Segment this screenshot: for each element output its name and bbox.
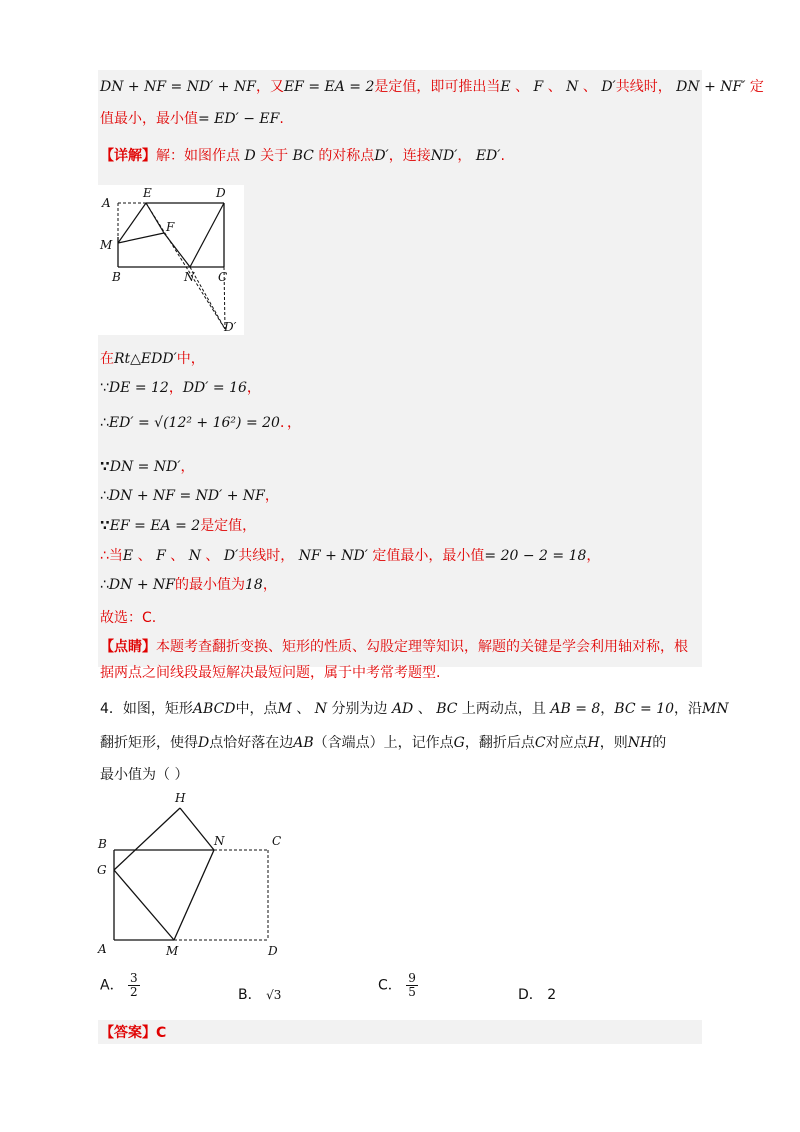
solution-line-1: DN + NF = ND′ + NF，又EF = EA = 2是定值，即可推出当E 、 F 、 N 、 D′共线时， DN + NF′ 定 (100, 79, 764, 95)
label-N: N (214, 834, 225, 848)
label-M: M (166, 944, 179, 958)
label-B: B (112, 270, 121, 284)
comment-line-1: 【点睛】本题考查翻折变换、矩形的性质、勾股定理等知识，解题的关键是学会利用轴对称，根 (100, 639, 688, 655)
label-C: C (272, 834, 282, 848)
label-B: B (98, 837, 107, 851)
question-line-1: 4．如图，矩形ABCD中，点M 、 N 分别为边 AD 、 BC 上两动点，且 AB = 8，BC = 10，沿MN (100, 701, 729, 717)
option-b[interactable]: B． √3 (238, 987, 282, 1003)
equation: DN + NF = ND′ + NF (100, 79, 256, 95)
segment-GH (114, 808, 180, 870)
segment-GM (114, 870, 174, 940)
comment-line-2: 据两点之间线段最短解决最短问题，属于中考常考题型. (100, 665, 441, 681)
option-d[interactable]: D． 2 (518, 987, 557, 1003)
solution-line-2: 值最小，最小值= ED′ − EF. (100, 111, 284, 127)
choice-line: 故选：C. (100, 610, 157, 626)
step-3: ∴ED′ = √(12² + 16²) = 20．， (100, 415, 301, 431)
label-D: D (268, 944, 278, 958)
label-E: E (143, 186, 152, 200)
label-H: H (175, 791, 186, 805)
answer-value: C (156, 1025, 167, 1041)
segment-HN (180, 808, 214, 850)
segment-MN (174, 850, 214, 940)
label-M: M (100, 238, 113, 252)
figure-2-folded-rectangle (92, 790, 292, 960)
fraction-9-5: $\frac{9}{5}$ (408, 971, 416, 999)
detail-tag: 【详解】 (100, 148, 156, 164)
question-line-2: 翻折矩形，使得D点恰好落在边AB（含端点）上，记作点G，翻折后点C对应点H，则NH的 (100, 735, 667, 751)
comment-tag: 【点睛】 (100, 639, 156, 655)
label-D-prime: D′ (224, 320, 237, 334)
label-A: A (102, 196, 111, 210)
answer-tag: 【答案】 (100, 1025, 156, 1041)
label-N: N (184, 270, 195, 284)
label-G: G (97, 863, 107, 877)
label-F: F (166, 220, 175, 234)
figure-1-rectangle-reflection (98, 185, 244, 335)
question-line-3: 最小值为（ ） (100, 767, 189, 783)
label-C: C (218, 270, 228, 284)
option-c[interactable]: C． $\frac{9}{5}$ (378, 971, 416, 999)
fraction-3-2: $\frac{3}{2}$ (130, 971, 138, 999)
step-6: ∵EF = EA = 2是定值， (100, 518, 257, 534)
step-2: ∵DE = 12，DD′ = 16， (100, 380, 261, 396)
step-1: 在Rt△EDD′中， (100, 351, 205, 367)
answer-line (100, 1022, 166, 1044)
detail-line: 【详解】解：如图作点 D 关于 BC 的对称点D′，连接ND′， ED′. (100, 148, 505, 164)
answer-background (98, 1020, 702, 1044)
step-8: ∴DN + NF的最小值为18， (100, 577, 277, 593)
option-a[interactable]: A． $\frac{3}{2}$ (100, 971, 138, 999)
step-5: ∴DN + NF = ND′ + NF， (100, 488, 279, 504)
step-7: ∴当E 、 F 、 N 、 D′共线时， NF + ND′ 定值最小，最小值= 20 − 2 = 18， (100, 548, 601, 564)
step-4: ∵DN = ND′， (100, 459, 195, 475)
label-D: D (216, 186, 226, 200)
label-A: A (98, 942, 107, 956)
